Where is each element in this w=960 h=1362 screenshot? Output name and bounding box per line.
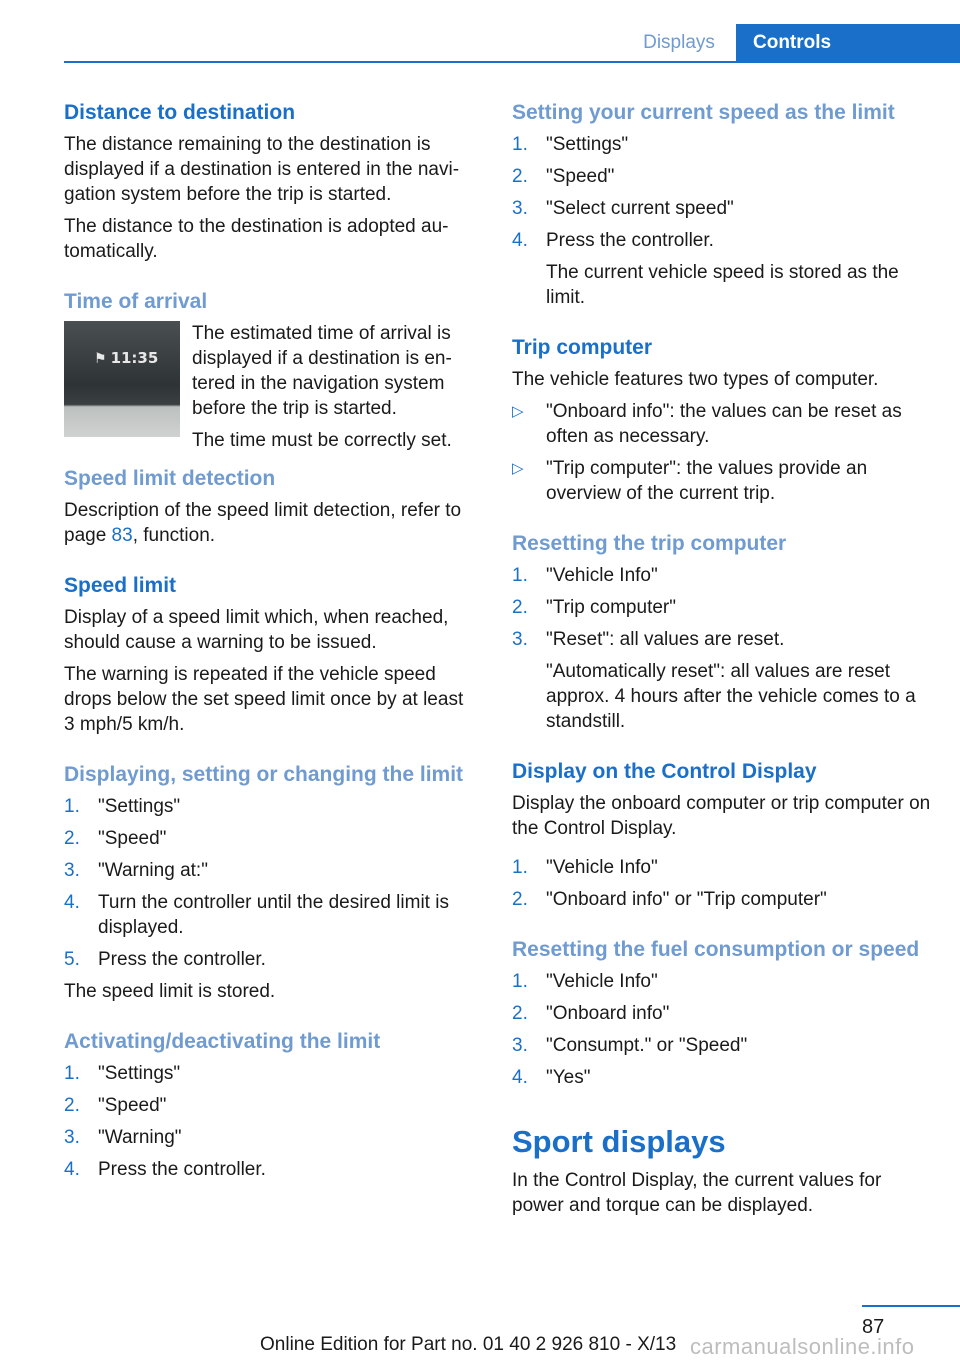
list-item [512,164,932,189]
step-text: "Warning" [98,1127,182,1148]
step-number: 5. [64,949,80,970]
step-text: "Speed" [98,1095,167,1116]
list-item [512,595,932,620]
bullet-text: "Trip computer": the values provide an overview of the current trip. [546,458,868,504]
arrival-time: 11:35 [110,349,159,367]
triangle-right-icon: ▷ [512,460,524,477]
step-text: "Vehicle Info" [546,857,658,878]
steps-control-display [512,855,932,912]
step-text: "Select current speed" [546,198,734,219]
step-text: "Yes" [546,1067,591,1088]
step-text: "Consumpt." or "Speed" [546,1035,748,1056]
step-text: Press the controller. [546,230,714,251]
arrival-text [192,321,479,453]
heading-time-of-arrival: Time of arrival [64,290,208,313]
list-item [512,969,932,994]
step-number: 2. [512,889,528,910]
heading-activating: Activating/deactivating the limit [64,1030,381,1053]
step-number: 2. [512,1003,528,1024]
arrival-clock [94,349,158,367]
heading-displaying: Displaying, setting or changing the limit [64,763,464,786]
step-number: 2. [64,1095,80,1116]
heading-control-display: Display on the Control Display [512,760,817,783]
step-text: Press the controller. [98,949,266,970]
heading-resetting-fuel: Resetting the fuel consumption or speed [512,938,920,961]
list-item [64,1157,479,1182]
paragraph: Display the onboard computer or trip computer on the Control Display. [512,793,931,839]
list-item [64,858,479,883]
step-text: Press the controller. [98,1159,266,1180]
steps-current-speed [512,132,932,310]
paragraph: The time must be correctly set. [192,430,452,451]
page-number: 87 [862,1316,885,1338]
step-text: Turn the controller until the desired limit is displayed. [98,892,449,938]
paragraph: The estimated time of arrival is displayed if a destination is en‐tered in the navigation system before the trip is started. [192,323,452,419]
paragraph [64,498,479,548]
step-number: 4. [512,1067,528,1088]
heading-distance: Distance to destination [64,101,296,124]
list-item [64,947,479,972]
heading-trip-computer: Trip computer [512,336,653,359]
step-number: 1. [64,796,80,817]
header-divider [64,61,960,63]
flag-icon: ⚑ [94,351,107,367]
step-number: 3. [64,1127,80,1148]
steps-resetting-trip [512,563,932,734]
list-item [64,890,479,940]
list-item [512,196,932,221]
step-number: 4. [512,230,528,251]
bullets-trip-computer [512,399,932,506]
step-text: "Settings" [98,796,181,817]
arrival-block [64,321,479,451]
list-item [64,1125,479,1150]
paragraph: Display of a speed limit which, when reached, should cause a warning to be issued. [64,607,449,653]
right-column [512,100,932,1218]
paragraph: The vehicle features two types of computer. [512,369,879,390]
list-item [512,456,932,506]
watermark: carmanualsonline.info [690,1334,915,1359]
heading-resetting-trip: Resetting the trip computer [512,532,787,555]
step-number: 3. [512,1035,528,1056]
list-item [512,132,932,157]
list-item [512,627,932,734]
list-item [64,1061,479,1086]
step-text: "Settings" [546,134,629,155]
left-column [64,100,479,1189]
step-subtext: The current vehicle speed is stored as the limit. [546,262,899,308]
step-text: "Speed" [98,828,167,849]
list-item [512,399,932,449]
heading-current-speed: Setting your current speed as the limit [512,101,895,124]
step-number: 1. [512,565,528,586]
paragraph: In the Control Display, the current values for power and torque can be displayed. [512,1170,882,1216]
edition-footer: Online Edition for Part no. 01 40 2 926 810 - X/13 [260,1334,677,1355]
step-text: "Settings" [98,1063,181,1084]
step-number: 3. [512,198,528,219]
list-item [64,794,479,819]
step-number: 2. [512,166,528,187]
steps-resetting-fuel [512,969,932,1090]
list-item [64,826,479,851]
list-item [512,563,932,588]
list-item [512,1033,932,1058]
paragraph: The distance remaining to the destination is displayed if a destination is entered in the navi‐gation system before the trip is started. [64,134,460,205]
step-text: "Vehicle Info" [546,971,658,992]
step-number: 2. [64,828,80,849]
bullet-text: "Onboard info": the values can be reset as often as necessary. [546,401,902,447]
step-text: "Onboard info" [546,1003,670,1024]
step-text: "Speed" [546,166,615,187]
text: Description of the speed limit detection, refer to page [64,500,462,546]
list-item [512,855,932,880]
step-number: 3. [64,860,80,881]
step-number: 1. [512,857,528,878]
paragraph: The speed limit is stored. [64,981,276,1002]
page-link[interactable]: 83 [111,525,133,546]
arrival-display-image [64,321,180,437]
step-number: 1. [512,134,528,155]
steps-activating [64,1061,479,1182]
paragraph: The distance to the destination is adopted au‐tomatically. [64,216,449,262]
step-subtext: "Automatically reset": all values are reset approx. 4 hours after the vehicle comes to a standstill. [546,661,916,732]
step-text: "Vehicle Info" [546,565,658,586]
step-number: 4. [64,1159,80,1180]
step-number: 2. [512,597,528,618]
heading-sport-displays: Sport displays [512,1124,726,1159]
step-number: 3. [512,629,528,650]
step-number: 1. [64,1063,80,1084]
steps-displaying [64,794,479,972]
step-text: "Onboard info" or "Trip computer" [546,889,827,910]
step-number: 4. [64,892,80,913]
tab-displays[interactable]: Displays [643,32,715,53]
step-text: "Reset": all values are reset. [546,629,785,650]
heading-speed-limit-detection: Speed limit detection [64,467,276,490]
step-text: "Warning at:" [98,860,208,881]
step-number: 1. [512,971,528,992]
list-item [512,1001,932,1026]
footer-divider [862,1305,960,1307]
list-item [512,1065,932,1090]
page-header [0,24,960,62]
paragraph: The warning is repeated if the vehicle speed drops below the set speed limit once by at least 3 mph/5 km/h. [64,664,464,735]
list-item [64,1093,479,1118]
step-text: "Trip computer" [546,597,676,618]
tab-controls[interactable]: Controls [736,24,960,61]
triangle-right-icon: ▷ [512,403,524,420]
heading-speed-limit: Speed limit [64,574,177,597]
list-item [512,887,932,912]
list-item [512,228,932,310]
text: , function. [132,525,216,546]
